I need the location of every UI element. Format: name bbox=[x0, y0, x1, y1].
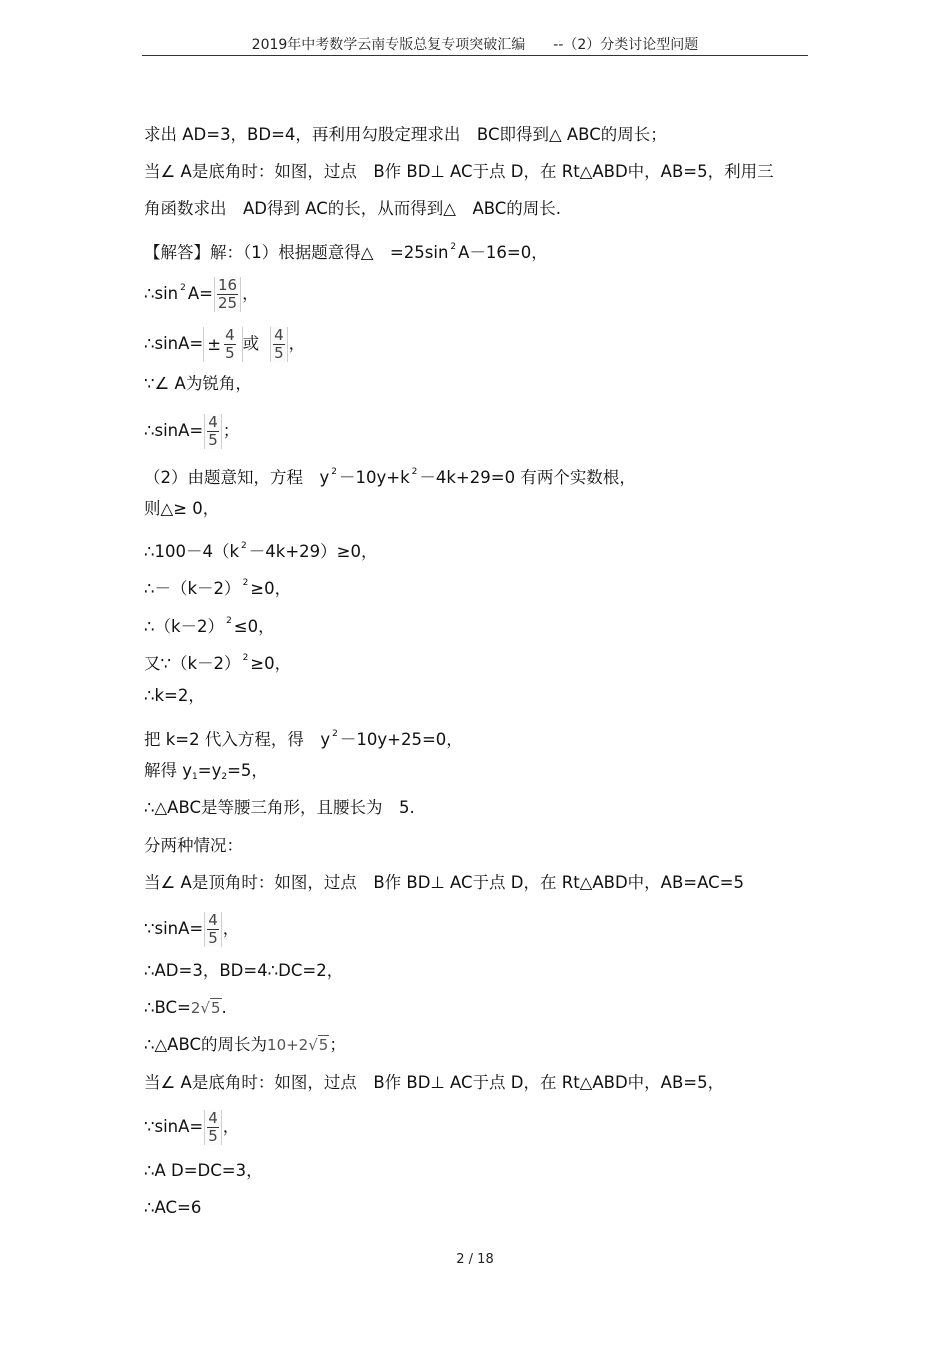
math-line bbox=[144, 327, 305, 362]
superscript: 2 bbox=[242, 578, 249, 588]
radical-sign: √ bbox=[200, 999, 210, 1017]
denominator: 5 bbox=[208, 431, 218, 449]
text-line: 求出 AD=3，BD=4，再利用勾股定理求出 BC即得到△ ABC的周长； bbox=[144, 125, 667, 144]
text-line: 则△≥ 0， bbox=[144, 499, 220, 518]
text: =y bbox=[197, 761, 222, 780]
text-line: ∴k=2， bbox=[144, 686, 205, 705]
subscript: 1 bbox=[192, 772, 198, 782]
text: ∵sinA= bbox=[144, 1117, 204, 1136]
coefficient: 10+2 bbox=[267, 1036, 309, 1054]
text-line: 分两种情况： bbox=[144, 836, 243, 855]
numerator: 4 bbox=[225, 326, 235, 344]
superscript: 2 bbox=[331, 467, 337, 477]
superscript: 2 bbox=[411, 467, 418, 477]
text: －4k+29=0 有两个实数根， bbox=[419, 468, 636, 487]
radicand: 5 bbox=[210, 999, 221, 1017]
denominator: 5 bbox=[274, 344, 284, 362]
text: 【解答】解：（1）根据题意得△ =25sin bbox=[144, 243, 449, 262]
text: 或 bbox=[242, 334, 260, 353]
text-line: ∴AC=6 bbox=[144, 1198, 202, 1217]
superscript: 2 bbox=[241, 541, 247, 551]
text: A= bbox=[187, 284, 213, 303]
text: A－16=0， bbox=[458, 243, 548, 262]
math-line bbox=[144, 461, 636, 489]
numerator: 4 bbox=[208, 911, 218, 929]
superscript: 2 bbox=[450, 242, 457, 252]
text: ， bbox=[242, 284, 259, 303]
math-line bbox=[144, 997, 227, 1019]
text: ∴（k－2） bbox=[144, 617, 225, 636]
text-line: 当∠ A是顶角时：如图，过点 B作 BD⊥ AC于点 D，在 Rt△ABD中，AB=AC=5 bbox=[144, 873, 744, 892]
text: . bbox=[221, 998, 227, 1017]
superscript: 2 bbox=[180, 283, 186, 293]
math-line bbox=[144, 1110, 239, 1145]
radical-expression bbox=[267, 1034, 329, 1056]
text-line: ∵∠ A为锐角， bbox=[144, 374, 252, 393]
text: ≥0， bbox=[250, 579, 292, 598]
denominator: 25 bbox=[218, 294, 238, 312]
text-line: ∴A D=DC=3， bbox=[144, 1161, 263, 1180]
fraction bbox=[204, 912, 222, 947]
fraction bbox=[204, 1110, 222, 1145]
superscript: 2 bbox=[226, 616, 232, 626]
numerator: 4 bbox=[208, 413, 218, 431]
math-line bbox=[144, 1034, 346, 1056]
numerator: 16 bbox=[218, 276, 238, 294]
radicand: 5 bbox=[318, 1036, 329, 1054]
superscript: 2 bbox=[332, 729, 338, 739]
math-line bbox=[144, 912, 239, 947]
math-line bbox=[144, 535, 377, 563]
text: ∴△ABC的周长为 bbox=[144, 1035, 268, 1054]
text: ≥0， bbox=[250, 654, 292, 673]
text: ∴sinA= bbox=[144, 421, 204, 440]
radical-sign: √ bbox=[308, 1036, 318, 1054]
text: （2）由题意知，方程 y bbox=[144, 468, 330, 487]
subscript: 2 bbox=[221, 772, 228, 782]
numerator: 4 bbox=[274, 326, 284, 344]
math-line bbox=[144, 723, 463, 751]
plus-minus-expression bbox=[203, 327, 242, 362]
text: ， bbox=[288, 334, 306, 353]
text: ， bbox=[222, 919, 240, 938]
coefficient: 2 bbox=[190, 999, 201, 1017]
radical-expression bbox=[191, 997, 222, 1019]
math-line bbox=[144, 610, 275, 638]
numerator: 4 bbox=[208, 1109, 218, 1127]
text: =5， bbox=[227, 761, 268, 780]
text: 解得 y bbox=[144, 761, 193, 780]
text: ∴－（k－2） bbox=[144, 579, 241, 598]
text: ≤0， bbox=[233, 617, 275, 636]
text-line: ∴AD=3，BD=4∴DC=2， bbox=[144, 961, 344, 980]
superscript: 2 bbox=[242, 653, 249, 663]
denominator: 5 bbox=[208, 929, 218, 947]
page-number: 2 / 18 bbox=[456, 1252, 494, 1267]
denominator: 5 bbox=[225, 344, 235, 362]
math-line bbox=[144, 647, 291, 675]
text: ∴100－4（k bbox=[144, 542, 240, 561]
solution-heading-line bbox=[144, 236, 548, 264]
text: ∴sinA= bbox=[144, 334, 204, 353]
math-line bbox=[144, 572, 291, 600]
fraction bbox=[204, 414, 222, 449]
text-line: 当∠ A是底角时：如图，过点 B作 BD⊥ AC于点 D，在 Rt△ABD中，AB=5，利用三 bbox=[144, 162, 774, 181]
fraction bbox=[270, 327, 288, 362]
text: 又∵（k－2） bbox=[144, 654, 241, 673]
text: －10y+k bbox=[339, 468, 410, 487]
text: ∵sinA= bbox=[144, 919, 204, 938]
math-line bbox=[144, 414, 239, 449]
plus-minus-sign: ± bbox=[207, 334, 222, 354]
text: ； bbox=[222, 421, 240, 440]
page-header: 2019年中考数学云南专版总复专项突破汇编 --（2）分类讨论型问题 bbox=[251, 37, 699, 53]
text: ∴sin bbox=[144, 284, 179, 303]
text-line: 当∠ A是底角时：如图，过点 B作 BD⊥ AC于点 D，在 Rt△ABD中，AB=5， bbox=[144, 1073, 725, 1092]
math-line bbox=[144, 760, 268, 788]
text: －10y+25=0， bbox=[339, 730, 463, 749]
text: ， bbox=[222, 1117, 240, 1136]
text: ； bbox=[329, 1035, 346, 1054]
text: 把 k=2 代入方程，得 y bbox=[144, 730, 331, 749]
fraction bbox=[214, 277, 241, 312]
text: －4k+29）≥0， bbox=[248, 542, 378, 561]
header-divider bbox=[142, 55, 808, 56]
denominator: 5 bbox=[208, 1127, 218, 1145]
text: ∴BC= bbox=[144, 998, 191, 1017]
fraction bbox=[222, 327, 238, 362]
math-line bbox=[144, 277, 259, 312]
text-line: 角函数求出 AD得到 AC的长，从而得到△ ABC的周长. bbox=[144, 199, 562, 218]
text-line: ∴△ABC是等腰三角形，且腰长为 5. bbox=[144, 798, 415, 817]
